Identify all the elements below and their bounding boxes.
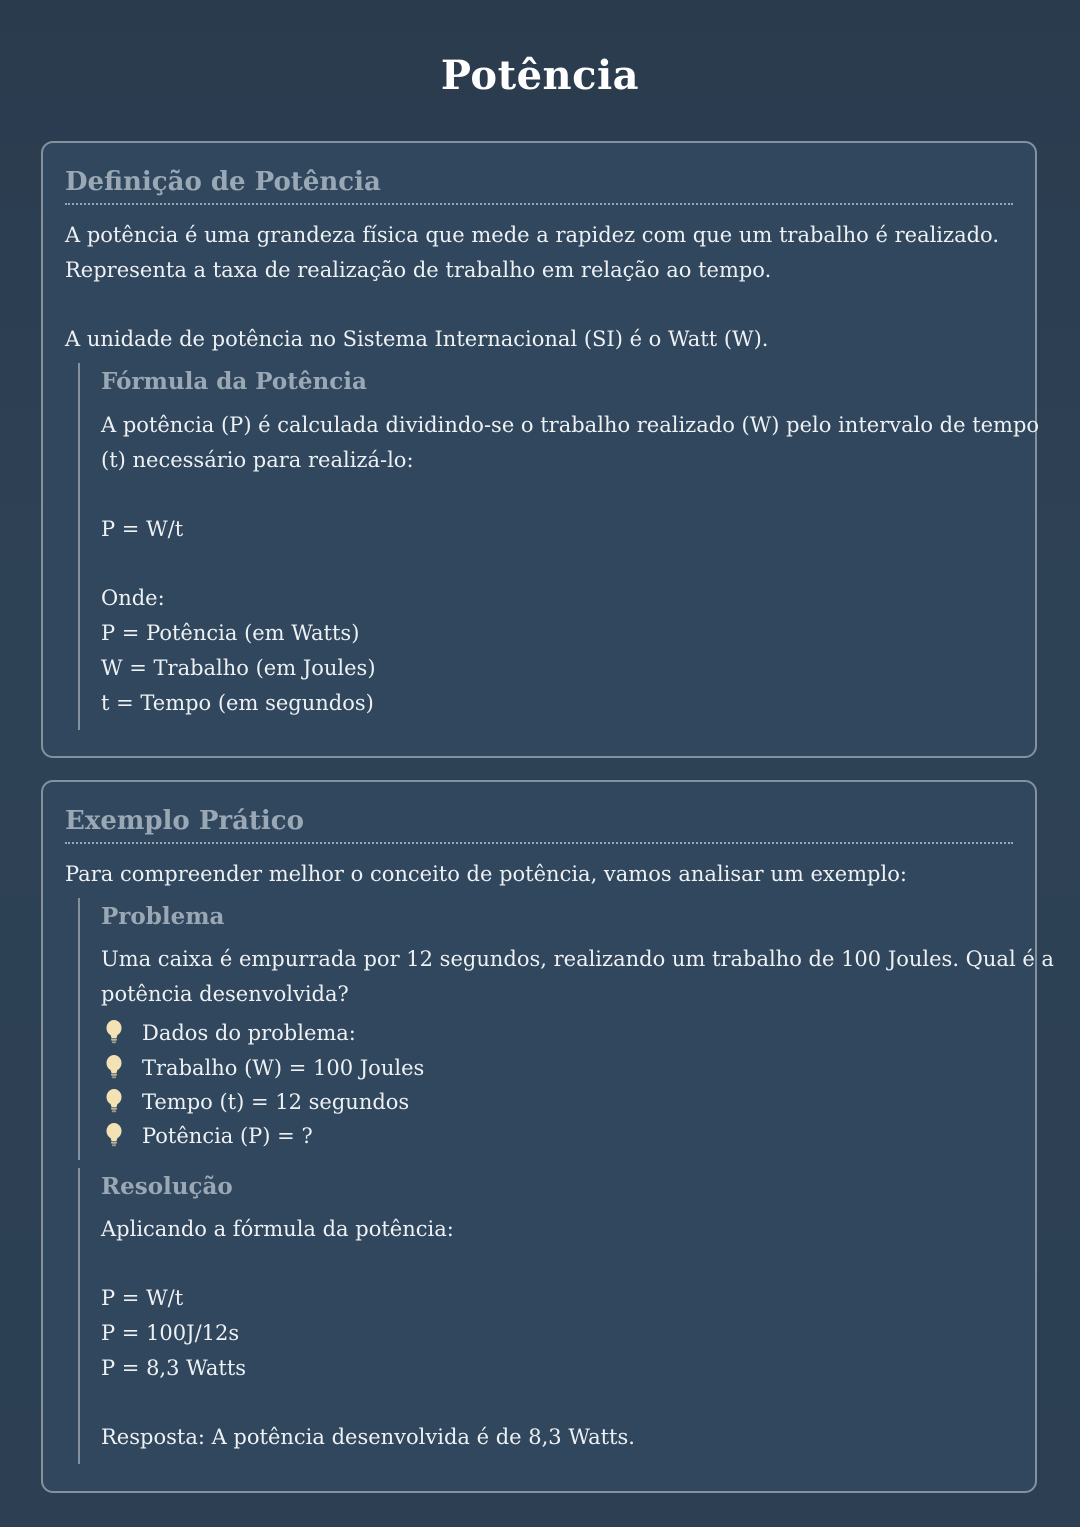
onde-label: Onde: xyxy=(101,586,165,610)
formula-equation: P = W/t xyxy=(101,517,184,541)
example-card xyxy=(41,780,1054,1493)
answer-text: Resposta: A potência desenvolvida é de 8,3 Watts. xyxy=(101,1425,635,1449)
resolution-step: P = 8,3 Watts xyxy=(101,1356,247,1380)
definition-text-line-1: A potência é uma grandeza física que mede a rapidez com que um trabalho é realizado. xyxy=(65,223,999,247)
definition-text-line-2: Representa a taxa de realização de trabalho em relação ao tempo. xyxy=(65,258,772,282)
lightbulb-icon xyxy=(103,1054,125,1080)
bullet-item: Trabalho (W) = 100 Joules xyxy=(142,1056,425,1080)
variable-item: W = Trabalho (em Joules) xyxy=(101,656,376,680)
si-unit-text: A unidade de potência no Sistema Internacional (SI) é o Watt (W). xyxy=(65,327,769,351)
lightbulb-icon xyxy=(103,1122,125,1148)
problem-section-bar xyxy=(78,898,80,1160)
formula-intro-line-2: (t) necessário para realizá-lo: xyxy=(101,448,414,472)
resolution-heading: Resolução xyxy=(101,1173,233,1200)
variable-item: t = Tempo (em segundos) xyxy=(101,691,374,715)
resolution-step: P = 100J/12s xyxy=(101,1321,240,1345)
problem-text-line-2: potência desenvolvida? xyxy=(101,982,349,1006)
definition-heading: Definição de Potência xyxy=(65,167,1013,205)
problem-text-line-1: Uma caixa é empurrada por 12 segundos, realizando um trabalho de 100 Joules. Qual é a xyxy=(101,947,1054,971)
resolution-intro: Aplicando a fórmula da potência: xyxy=(101,1217,454,1241)
example-intro: Para compreender melhor o conceito de potência, vamos analisar um exemplo: xyxy=(65,862,907,886)
lightbulb-icon xyxy=(103,1088,125,1114)
formula-heading: Fórmula da Potência xyxy=(101,368,367,395)
resolution-step: P = W/t xyxy=(101,1286,184,1310)
variable-item: P = Potência (em Watts) xyxy=(101,621,360,645)
lightbulb-icon xyxy=(103,1019,125,1045)
definition-card xyxy=(41,141,1040,758)
page-title: Potência xyxy=(440,52,640,99)
resolution-section-bar xyxy=(78,1168,80,1464)
formula-intro-line-1: A potência (P) é calculada dividindo-se o trabalho realizado (W) pelo intervalo de tempo xyxy=(101,413,1040,437)
bullet-item: Dados do problema: xyxy=(142,1021,356,1045)
problem-heading: Problema xyxy=(101,903,225,930)
example-heading: Exemplo Prático xyxy=(65,806,1013,844)
bullet-item: Potência (P) = ? xyxy=(142,1124,313,1148)
bullet-item: Tempo (t) = 12 segundos xyxy=(142,1090,410,1114)
formula-section-bar xyxy=(78,363,80,730)
